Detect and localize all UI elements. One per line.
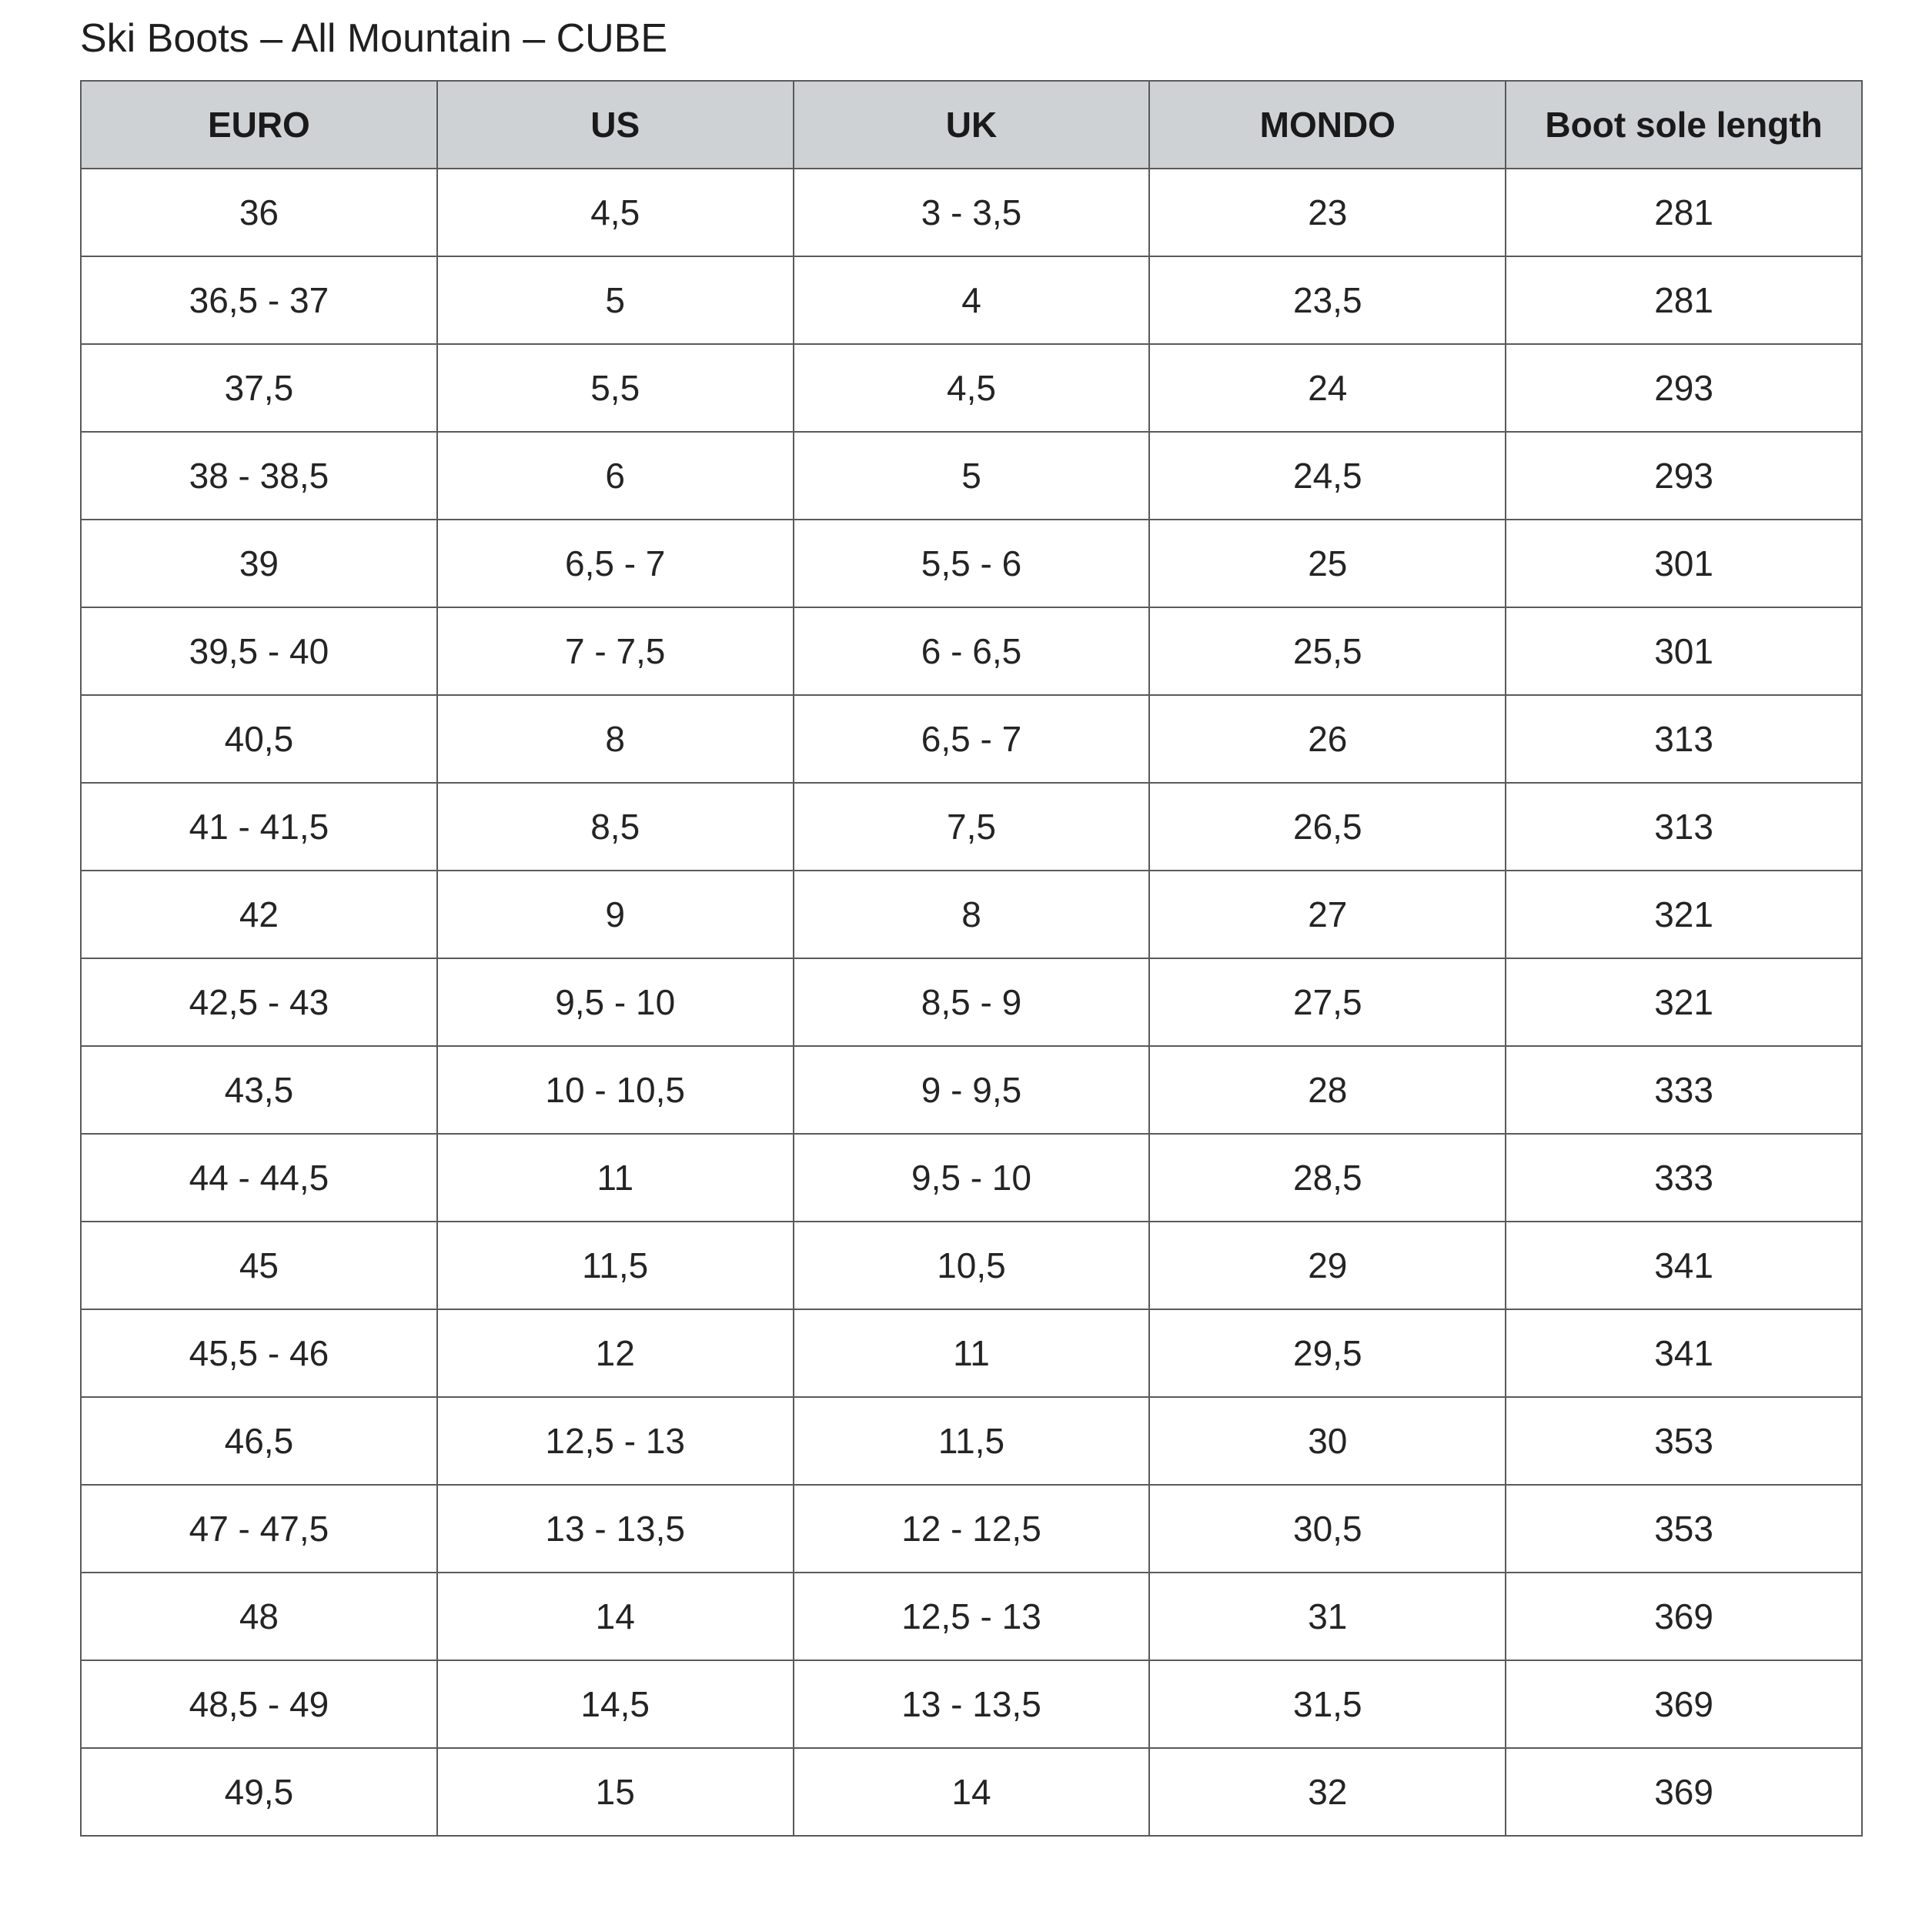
table-cell: 369 (1506, 1660, 1862, 1748)
table-cell: 3 - 3,5 (794, 169, 1150, 256)
table-cell: 29 (1149, 1222, 1506, 1309)
table-cell: 24,5 (1149, 432, 1506, 520)
table-row (81, 871, 1862, 958)
table-cell: 333 (1506, 1134, 1862, 1222)
table-cell: 39 (81, 520, 437, 607)
table-cell: 7,5 (794, 783, 1150, 871)
table-cell: 353 (1506, 1397, 1862, 1485)
table-cell: 5 (794, 432, 1150, 520)
table-cell: 15 (437, 1748, 794, 1836)
table-cell: 281 (1506, 169, 1862, 256)
table-cell: 11,5 (437, 1222, 794, 1309)
table-cell: 293 (1506, 344, 1862, 432)
table-row (81, 1573, 1862, 1660)
table-row (81, 1309, 1862, 1397)
table-cell: 341 (1506, 1222, 1862, 1309)
table-cell: 45 (81, 1222, 437, 1309)
table-cell: 46,5 (81, 1397, 437, 1485)
table-cell: 12,5 - 13 (794, 1573, 1150, 1660)
table-cell: 369 (1506, 1748, 1862, 1836)
table-cell: 32 (1149, 1748, 1506, 1836)
table-cell: 8,5 - 9 (794, 958, 1150, 1046)
table-cell: 42,5 - 43 (81, 958, 437, 1046)
table-row (81, 1748, 1862, 1836)
table-cell: 6,5 - 7 (437, 520, 794, 607)
table-row (81, 607, 1862, 695)
table-cell: 4,5 (794, 344, 1150, 432)
table-cell: 341 (1506, 1309, 1862, 1397)
table-cell: 8 (794, 871, 1150, 958)
table-cell: 30 (1149, 1397, 1506, 1485)
table-cell: 14 (794, 1748, 1150, 1836)
table-header (81, 81, 1862, 169)
table-cell: 25,5 (1149, 607, 1506, 695)
column-header-boot-sole-length: Boot sole length (1506, 81, 1862, 169)
table-cell: 31 (1149, 1573, 1506, 1660)
table-cell: 9 (437, 871, 794, 958)
column-header-euro: EURO (81, 81, 437, 169)
table-cell: 281 (1506, 256, 1862, 344)
table-cell: 12 (437, 1309, 794, 1397)
table-cell: 333 (1506, 1046, 1862, 1134)
table-cell: 43,5 (81, 1046, 437, 1134)
table-row (81, 432, 1862, 520)
column-header-mondo: MONDO (1149, 81, 1506, 169)
table-cell: 30,5 (1149, 1485, 1506, 1573)
table-cell: 27,5 (1149, 958, 1506, 1046)
table-cell: 14,5 (437, 1660, 794, 1748)
table-cell: 9 - 9,5 (794, 1046, 1150, 1134)
table-cell: 26 (1149, 695, 1506, 783)
table-cell: 301 (1506, 520, 1862, 607)
table-row (81, 1134, 1862, 1222)
table-cell: 45,5 - 46 (81, 1309, 437, 1397)
page-title: Ski Boots – All Mountain – CUBE (80, 16, 668, 61)
table-body (81, 169, 1862, 1836)
table-cell: 38 - 38,5 (81, 432, 437, 520)
table-cell: 10,5 (794, 1222, 1150, 1309)
table-row (81, 1485, 1862, 1573)
table-cell: 7 - 7,5 (437, 607, 794, 695)
table-cell: 8 (437, 695, 794, 783)
table-row (81, 344, 1862, 432)
table-cell: 37,5 (81, 344, 437, 432)
table-cell: 25 (1149, 520, 1506, 607)
table-cell: 27 (1149, 871, 1506, 958)
table-cell: 42 (81, 871, 437, 958)
table-cell: 6,5 - 7 (794, 695, 1150, 783)
table-cell: 4 (794, 256, 1150, 344)
table-cell: 4,5 (437, 169, 794, 256)
table-cell: 6 (437, 432, 794, 520)
table-row (81, 169, 1862, 256)
table-row (81, 1046, 1862, 1134)
table-row (81, 256, 1862, 344)
table-cell: 28 (1149, 1046, 1506, 1134)
table-cell: 9,5 - 10 (437, 958, 794, 1046)
table-row (81, 1222, 1862, 1309)
table-cell: 23,5 (1149, 256, 1506, 344)
table-cell: 13 - 13,5 (794, 1660, 1150, 1748)
table-cell: 12 - 12,5 (794, 1485, 1150, 1573)
table-cell: 24 (1149, 344, 1506, 432)
table-cell: 47 - 47,5 (81, 1485, 437, 1573)
table-cell: 313 (1506, 783, 1862, 871)
table-cell: 48,5 - 49 (81, 1660, 437, 1748)
table-cell: 369 (1506, 1573, 1862, 1660)
table-cell: 36,5 - 37 (81, 256, 437, 344)
table-cell: 28,5 (1149, 1134, 1506, 1222)
header-row (81, 81, 1862, 169)
table-cell: 11,5 (794, 1397, 1150, 1485)
column-header-uk: UK (794, 81, 1150, 169)
table-row (81, 1397, 1862, 1485)
table-cell: 23 (1149, 169, 1506, 256)
table-cell: 13 - 13,5 (437, 1485, 794, 1573)
table-cell: 12,5 - 13 (437, 1397, 794, 1485)
table-cell: 5,5 - 6 (794, 520, 1150, 607)
table-row (81, 1660, 1862, 1748)
table-cell: 26,5 (1149, 783, 1506, 871)
table-cell: 321 (1506, 958, 1862, 1046)
table-cell: 29,5 (1149, 1309, 1506, 1397)
table-row (81, 520, 1862, 607)
table-cell: 353 (1506, 1485, 1862, 1573)
table-cell: 11 (794, 1309, 1150, 1397)
table-cell: 41 - 41,5 (81, 783, 437, 871)
table-cell: 9,5 - 10 (794, 1134, 1150, 1222)
column-header-us: US (437, 81, 794, 169)
table-row (81, 783, 1862, 871)
table-cell: 49,5 (81, 1748, 437, 1836)
table-cell: 313 (1506, 695, 1862, 783)
table-cell: 31,5 (1149, 1660, 1506, 1748)
table-cell: 301 (1506, 607, 1862, 695)
table-cell: 10 - 10,5 (437, 1046, 794, 1134)
table-row (81, 958, 1862, 1046)
table-cell: 36 (81, 169, 437, 256)
table-cell: 6 - 6,5 (794, 607, 1150, 695)
table-cell: 40,5 (81, 695, 437, 783)
table-row (81, 695, 1862, 783)
table-cell: 44 - 44,5 (81, 1134, 437, 1222)
table-cell: 48 (81, 1573, 437, 1660)
table-cell: 5 (437, 256, 794, 344)
table-cell: 293 (1506, 432, 1862, 520)
table-cell: 8,5 (437, 783, 794, 871)
size-chart-table (80, 80, 1863, 1837)
table-cell: 14 (437, 1573, 794, 1660)
table-cell: 39,5 - 40 (81, 607, 437, 695)
table-cell: 5,5 (437, 344, 794, 432)
table-cell: 321 (1506, 871, 1862, 958)
table-cell: 11 (437, 1134, 794, 1222)
